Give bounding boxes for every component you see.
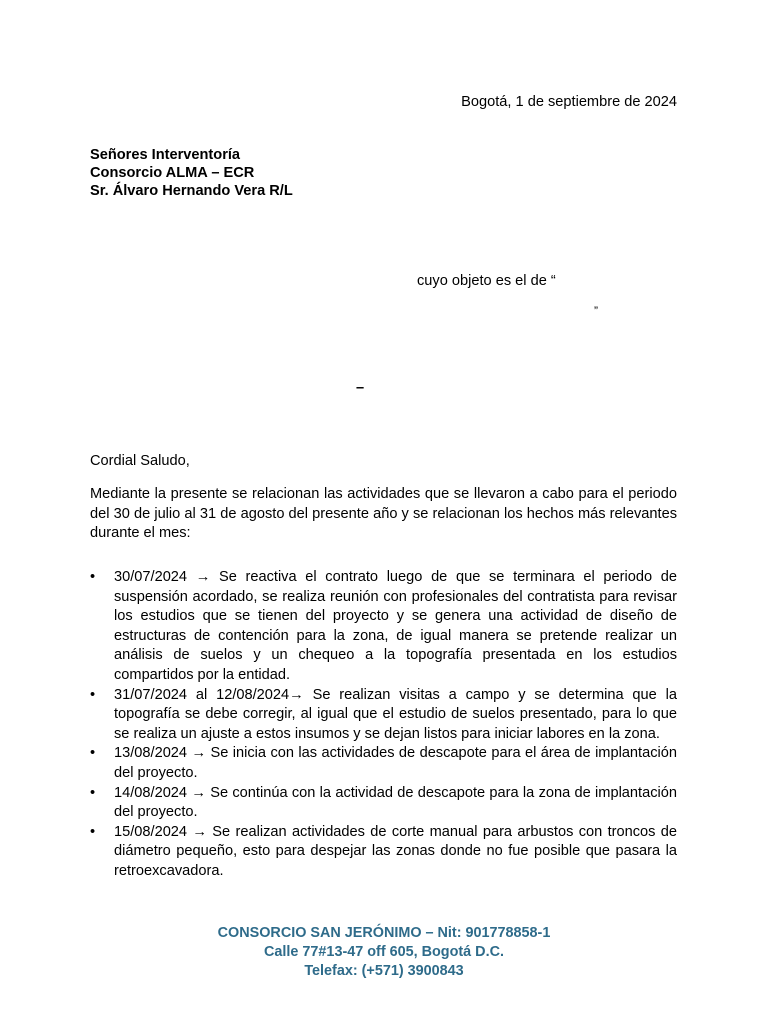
list-item — [90, 568, 677, 686]
activities-list — [90, 568, 677, 882]
bullet-icon: • — [90, 686, 96, 703]
activity-text: 14/08/2024 → Se continúa con la actividad de descapote para la zona de implantación del proyecto. — [114, 784, 677, 821]
greeting: Cordial Saludo, — [90, 453, 190, 469]
reference-fragment: cuyo objeto es el de “ — [417, 273, 556, 289]
reference-dash: – — [356, 380, 365, 396]
bullet-icon: • — [90, 823, 96, 840]
list-item — [90, 784, 677, 823]
footer-company-line: CONSORCIO SAN JERÓNIMO – Nit: 901778858-1 — [217, 925, 551, 941]
footer-phone-line: Telefax: (+571) 3900843 — [304, 963, 464, 979]
activity-text: 31/07/2024 al 12/08/2024→ Se realizan visitas a campo y se determina que la topografía se debe corregir, al igual que el estudio de suelos presentado, para lo que se realiza un ajuste a estos insumos y se dejan listos para iniciar labores en la zona. — [114, 686, 677, 742]
bullet-icon: • — [90, 569, 96, 585]
activity-text: 30/07/2024 → Se reactiva el contrato luego de que se terminara el periodo de suspensión acordado, se realiza reunión con profesionales del contratista para revisar los estudios que se tienen del proyecto y se genera una actividad de diseño de estructuras de contención para la zona, de igual manera se pretende realizar un análisis de suelos y un chequeo a la topografía presentada en los estudios compartidos por la entidad. — [114, 569, 677, 683]
date-line: Bogotá, 1 de septiembre de 2024 — [461, 94, 677, 110]
list-item — [90, 823, 677, 882]
reference-close-quote: ” — [594, 304, 598, 318]
list-item — [90, 744, 677, 783]
intro-paragraph: Mediante la presente se relacionan las actividades que se llevaron a cabo para el periodo del 30 de julio al 31 de agosto del presente año y se relacionan los hechos más relevantes durante el mes: — [90, 486, 677, 542]
recipient-block — [90, 146, 293, 200]
recipient-line-3: Sr. Álvaro Hernando Vera R/L — [90, 183, 293, 199]
footer-address-line: Calle 77#13-47 off 605, Bogotá D.C. — [264, 944, 504, 960]
activity-text: 15/08/2024 → Se realizan actividades de corte manual para arbustos con troncos de diámetro pequeño, esto para despejar las zonas donde no fue posible que pasara la retroexcavadora. — [114, 823, 677, 879]
recipient-line-2: Consorcio ALMA – ECR — [90, 165, 255, 181]
bullet-icon: • — [90, 745, 96, 762]
activity-text: 13/08/2024 → Se inicia con las actividades de descapote para el área de implantación del proyecto. — [114, 745, 677, 781]
recipient-line-1: Señores Interventoría — [90, 147, 241, 163]
bullet-icon: • — [90, 784, 96, 801]
footer — [0, 924, 768, 981]
list-item — [90, 686, 677, 745]
